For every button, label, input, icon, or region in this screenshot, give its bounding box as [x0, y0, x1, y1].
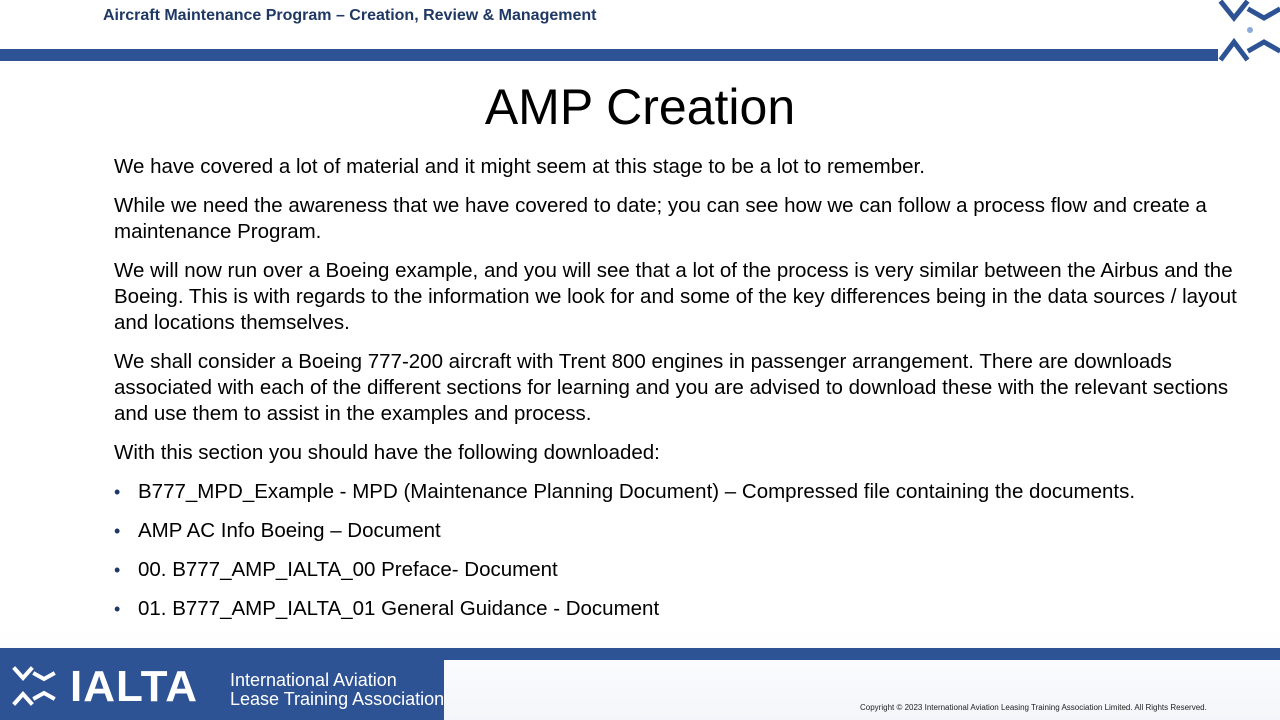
bullet-icon: • — [114, 560, 121, 580]
ialta-logo-icon — [1216, 0, 1280, 62]
list-item-text: 00. B777_AMP_IALTA_00 Preface- Document — [138, 558, 558, 581]
copyright-notice: Copyright © 2023 International Aviation Leasing Training Association Limited. All Rights Reserved. — [860, 703, 1207, 712]
header-title: Aircraft Maintenance Program – Creation, Review & Management — [103, 7, 597, 24]
brand-name: IALTA — [70, 662, 198, 711]
body-paragraph: With this section you should have the following downloaded: — [114, 441, 660, 464]
bullet-icon: • — [114, 482, 121, 502]
list-item — [114, 518, 1252, 544]
footer-brand — [0, 648, 444, 720]
brand-tagline: International Aviation — [230, 670, 397, 690]
body-paragraph: We will now run over a Boeing example, and you will see that a lot of the process is very similar between the Airbus and the Boeing. This is with regards to the information we look for and some of the key differences being in the data sources / layout and locations themselves. — [114, 259, 1237, 334]
list-item-text: B777_MPD_Example - MPD (Maintenance Planning Document) – Compressed file containing the documents. — [138, 480, 1136, 503]
body-paragraph: While we need the awareness that we have covered to date; you can see how we can follow a process flow and create a maintenance Program. — [114, 194, 1207, 243]
footer-bar — [444, 648, 1280, 660]
list-item — [114, 596, 1252, 622]
body-paragraph: We shall consider a Boeing 777-200 aircraft with Trent 800 engines in passenger arrangement. There are downloads associated with each of the different sections for learning and you are advised to download these with the relevant sections and use them to assist in the examples and process. — [114, 350, 1229, 425]
downloads-list — [114, 479, 1252, 622]
brand-tagline: Lease Training Association — [230, 689, 445, 709]
bullet-icon: • — [114, 599, 121, 619]
list-item — [114, 479, 1252, 505]
slide-body — [114, 154, 1252, 635]
list-item-text: 01. B777_AMP_IALTA_01 General Guidance - Document — [138, 597, 660, 620]
header-bar — [0, 49, 1218, 61]
bullet-icon: • — [114, 521, 121, 541]
list-item — [114, 557, 1252, 583]
list-item-text: AMP AC Info Boeing – Document — [138, 519, 441, 542]
slide-title: AMP Creation — [484, 79, 796, 135]
body-paragraph: We have covered a lot of material and it might seem at this stage to be a lot to remember. — [114, 155, 925, 178]
ialta-logo-icon — [12, 666, 56, 706]
